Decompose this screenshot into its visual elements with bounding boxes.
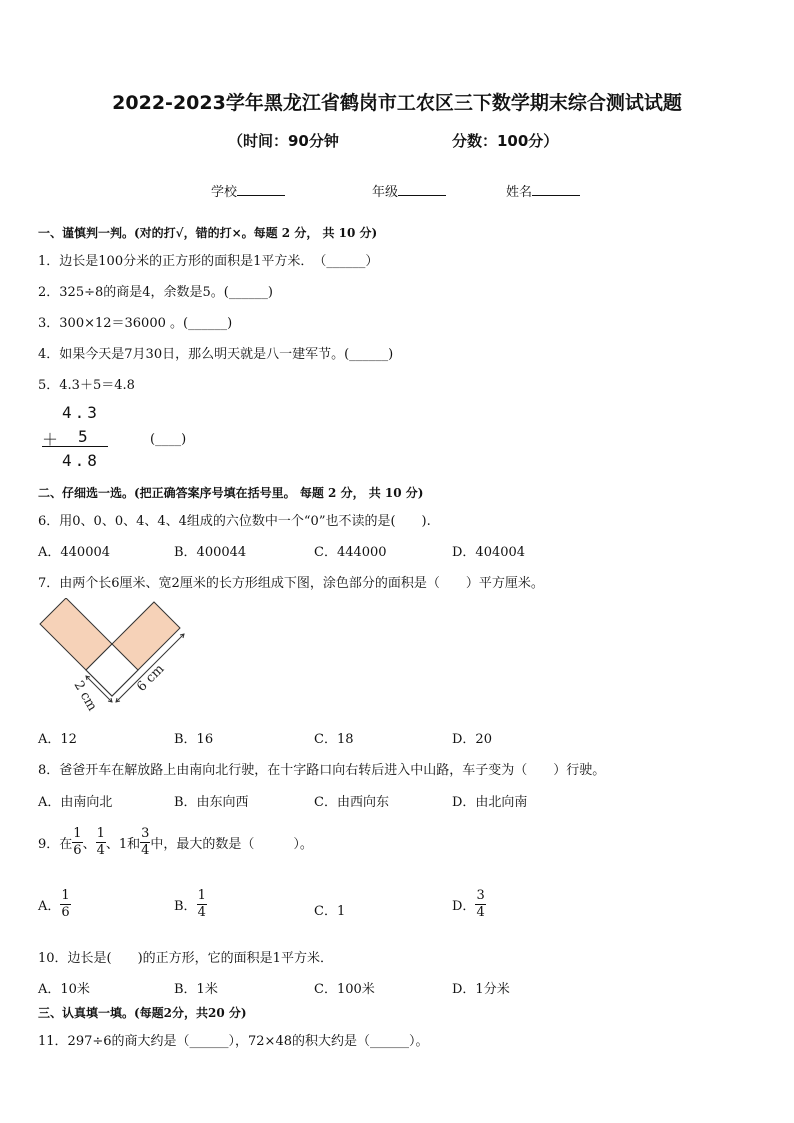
q9-fraction-2-den: 4 <box>96 843 105 858</box>
q9-option-d <box>452 888 486 921</box>
q8-option-c: C．由西向东 <box>314 795 389 810</box>
exam-time: （时间：90分钟 <box>228 132 339 150</box>
q9-option-d-num: 3 <box>476 888 485 903</box>
q7-option-a: A．12 <box>38 732 77 747</box>
school-field <box>211 181 285 200</box>
question-11: 11．297÷6的商大约是（______），72×48的积大约是（______）。 <box>38 1034 429 1049</box>
q9-fraction-2 <box>96 826 106 859</box>
name-field <box>506 181 580 200</box>
grade-field <box>372 181 446 200</box>
q9-option-b-num: 1 <box>197 888 206 903</box>
rectangles-figure <box>30 598 200 720</box>
q9-separator-2: 、1和 <box>105 837 141 852</box>
q9-fraction-2-num: 1 <box>96 826 105 841</box>
q9-option-d-letter: D． <box>452 899 476 914</box>
school-blank <box>237 182 285 196</box>
question-1: 1．边长是100分米的正方形的面积是1平方米． （______） <box>38 254 379 269</box>
q9-fraction-1-num: 1 <box>73 826 82 841</box>
q9-fraction-3-den: 4 <box>141 843 150 858</box>
q9-fraction-3 <box>140 826 150 859</box>
q9-option-a-den: 6 <box>61 905 70 920</box>
q9-fraction-3-num: 3 <box>141 826 150 841</box>
q6-option-d: D．404004 <box>452 545 526 560</box>
question-3: 3．300×12＝36000 。(______) <box>38 316 233 331</box>
q9-option-a-fraction <box>60 888 70 921</box>
q6-option-a: A．440004 <box>38 545 111 560</box>
name-label: 姓名 <box>506 185 533 200</box>
q10-option-b: B．1米 <box>174 982 218 997</box>
grade-label: 年级 <box>372 185 399 200</box>
section2-heading: 二、仔细选一选。(把正确答案序号填在括号里。 每题 2 分， 共 10 分) <box>38 486 424 500</box>
q7-option-d: D．20 <box>452 732 492 747</box>
question-8: 8．爸爸开车在解放路上由南向北行驶，在十字路口向右转后进入中山路，车子变为（ ）行驶。 <box>38 763 606 778</box>
section1-heading: 一、谨慎判一判。(对的打√，错的打×。每题 2 分， 共 10 分) <box>38 226 378 240</box>
q9-option-a-letter: A． <box>38 899 61 914</box>
q9-option-a-num: 1 <box>61 888 70 903</box>
q9-separator-1: 、 <box>82 837 96 852</box>
q9-option-d-fraction <box>475 888 485 921</box>
q10-option-d: D．1分米 <box>452 982 510 997</box>
q9-option-d-den: 4 <box>476 905 485 920</box>
question-7: 7．由两个长6厘米、宽2厘米的长方形组成下图，涂色部分的面积是（ ）平方厘米。 <box>38 576 544 591</box>
label-2cm: 2 cm <box>70 678 100 714</box>
q9-suffix: 中，最大的数是（ ）。 <box>150 837 313 852</box>
q9-option-c: C．1 <box>314 904 346 919</box>
q8-option-d: D．由北向南 <box>452 795 528 810</box>
section3-heading: 三、认真填一填。(每题2分，共20 分) <box>38 1006 247 1020</box>
grade-blank <box>398 182 446 196</box>
q6-option-c: C．444000 <box>314 545 387 560</box>
vertical-calc-line <box>42 446 108 447</box>
page-title: 2022-2023学年黑龙江省鹤岗市工农区三下数学期末综合测试试题 <box>112 92 682 114</box>
q9-fraction-1-den: 6 <box>73 843 82 858</box>
q9-prefix: 9．在 <box>38 837 73 852</box>
q9-fraction-1 <box>72 826 82 859</box>
q8-option-b: B．由东向西 <box>174 795 249 810</box>
exam-score: 分数：100分） <box>452 132 559 150</box>
question-2: 2．325÷8的商是4，余数是5。(______) <box>38 285 273 300</box>
question-4: 4．如果今天是7月30日，那么明天就是八一建军节。(______) <box>38 347 394 362</box>
label-6cm: 6 cm <box>134 661 168 695</box>
question-6: 6．用0、0、0、4、4、4组成的六位数中一个“0”也不读的是( ). <box>38 514 431 529</box>
q7-option-b: B．16 <box>174 732 214 747</box>
question-10: 10．边长是( )的正方形，它的面积是1平方米． <box>38 951 333 966</box>
question-5: 5．4.3＋5＝4.8 <box>38 378 135 393</box>
vertical-calc-addend: 5 <box>78 427 91 446</box>
question-5-blank: (____) <box>150 432 187 447</box>
vertical-calc-top: 4.3 <box>62 403 100 422</box>
vertical-calc-plus: ＋ <box>42 430 62 449</box>
school-label: 学校 <box>211 185 238 200</box>
question-9 <box>38 826 313 859</box>
q9-option-b-den: 4 <box>197 905 206 920</box>
vertical-calc-result: 4.8 <box>62 451 100 470</box>
q9-option-b-fraction <box>197 888 207 921</box>
q9-option-b <box>174 888 207 921</box>
q10-option-a: A．10米 <box>38 982 90 997</box>
q8-option-a: A．由南向北 <box>38 795 113 810</box>
q7-option-c: C．18 <box>314 732 354 747</box>
q9-option-a <box>38 888 71 921</box>
q9-option-b-letter: B． <box>174 899 197 914</box>
q6-option-b: B．400044 <box>174 545 247 560</box>
q10-option-c: C．100米 <box>314 982 375 997</box>
name-blank <box>532 182 580 196</box>
